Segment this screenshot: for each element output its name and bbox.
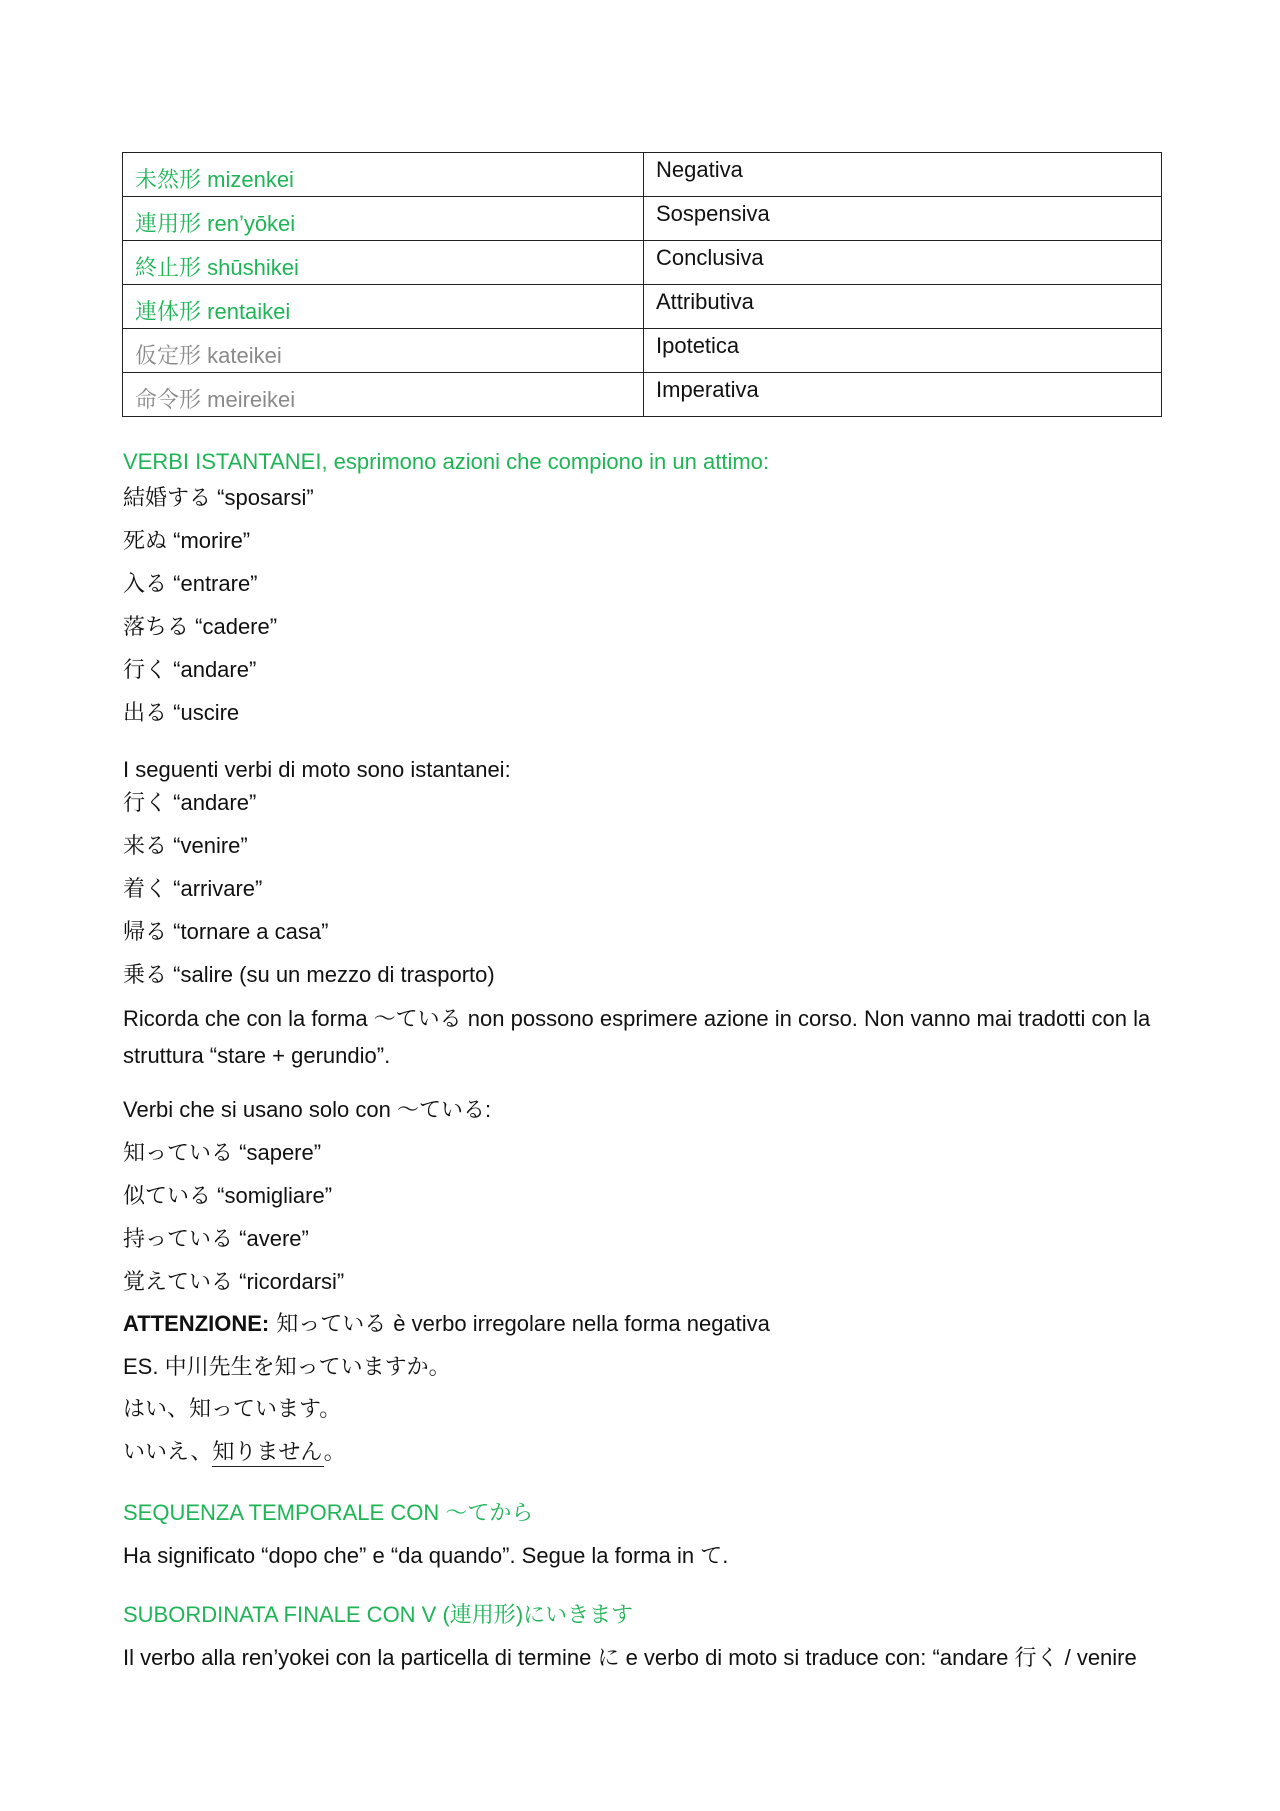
list-item: 覚えている “ricordarsi” [123,1269,345,1295]
moto-note-line2: struttura “stare + gerundio”. [123,1043,391,1068]
example-answer-yes: はい、知っています。 [123,1397,342,1422]
table-row [123,241,1162,285]
verb-form-name: 未然形 mizenkei [123,153,644,197]
verb-form-meaning: Negativa [644,153,1162,197]
table-row [123,153,1162,197]
list-item: 結婚する “sposarsi” [123,485,314,511]
verb-form-meaning: Ipotetica [644,329,1162,373]
section-heading-istantanei: VERBI ISTANTANEI, esprimono azioni che compiono in un attimo: [123,449,770,474]
moto-intro: I seguenti verbi di moto sono istantanei: [123,757,511,782]
list-item: 入る “entrare” [123,571,258,597]
table-row [123,329,1162,373]
list-item: 出る “uscire [123,700,240,726]
verb-form-meaning: Attributiva [644,285,1162,329]
list-item: 行く “andare” [123,657,257,683]
example-answer-no: いいえ、知りません。 [123,1440,346,1465]
table-row [123,285,1162,329]
verb-form-name: 命令形 meireikei [123,373,644,417]
finale-text: Il verbo alla ren’yokei con la particella di termine に e verbo di moto si traduce con: “andare 行く / venire [123,1645,1137,1671]
verb-form-name: 仮定形 kateikei [123,329,644,373]
attention-line: ATTENZIONE: 知っている è verbo irregolare nella forma negativa [123,1311,770,1337]
example-line: ES. 中川先生を知っていますか。 [123,1354,451,1380]
list-item: 落ちる “cadere” [123,614,278,640]
section-heading-finale: SUBORDINATA FINALE CON V (連用形)にいきます [123,1602,634,1628]
list-item: 似ている “somigliare” [123,1183,333,1209]
underlined-negative: 知りません [212,1440,324,1465]
list-item: 知っている “sapere” [123,1140,322,1166]
table-row [123,197,1162,241]
attention-label: ATTENZIONE: [123,1311,270,1336]
list-item: 着く “arrivare” [123,876,263,902]
verb-forms-table [122,152,1162,417]
verb-form-name: 連用形 ren’yōkei [123,197,644,241]
verb-form-meaning: Conclusiva [644,241,1162,285]
moto-note-line1: Ricorda che con la forma ～ている non possono esprimere azione in corso. Non vanno mai tradotti con la [123,1006,1151,1032]
list-item: 行く “andare” [123,790,257,816]
verb-form-meaning: Imperativa [644,373,1162,417]
table-row [123,373,1162,417]
list-item: 死ぬ “morire” [123,528,251,554]
list-item: 乗る “salire (su un mezzo di trasporto) [123,962,495,988]
verb-form-meaning: Sospensiva [644,197,1162,241]
verb-form-name: 終止形 shūshikei [123,241,644,285]
list-item: 帰る “tornare a casa” [123,919,329,945]
verb-form-name: 連体形 rentaikei [123,285,644,329]
teiru-intro: Verbi che si usano solo con ～ている: [123,1097,492,1123]
tekara-text: Ha significato “dopo che” e “da quando”. Segue la forma in て. [123,1543,729,1569]
list-item: 持っている “avere” [123,1226,309,1252]
list-item: 来る “venire” [123,833,248,859]
section-heading-tekara: SEQUENZA TEMPORALE CON ～てから [123,1500,534,1526]
